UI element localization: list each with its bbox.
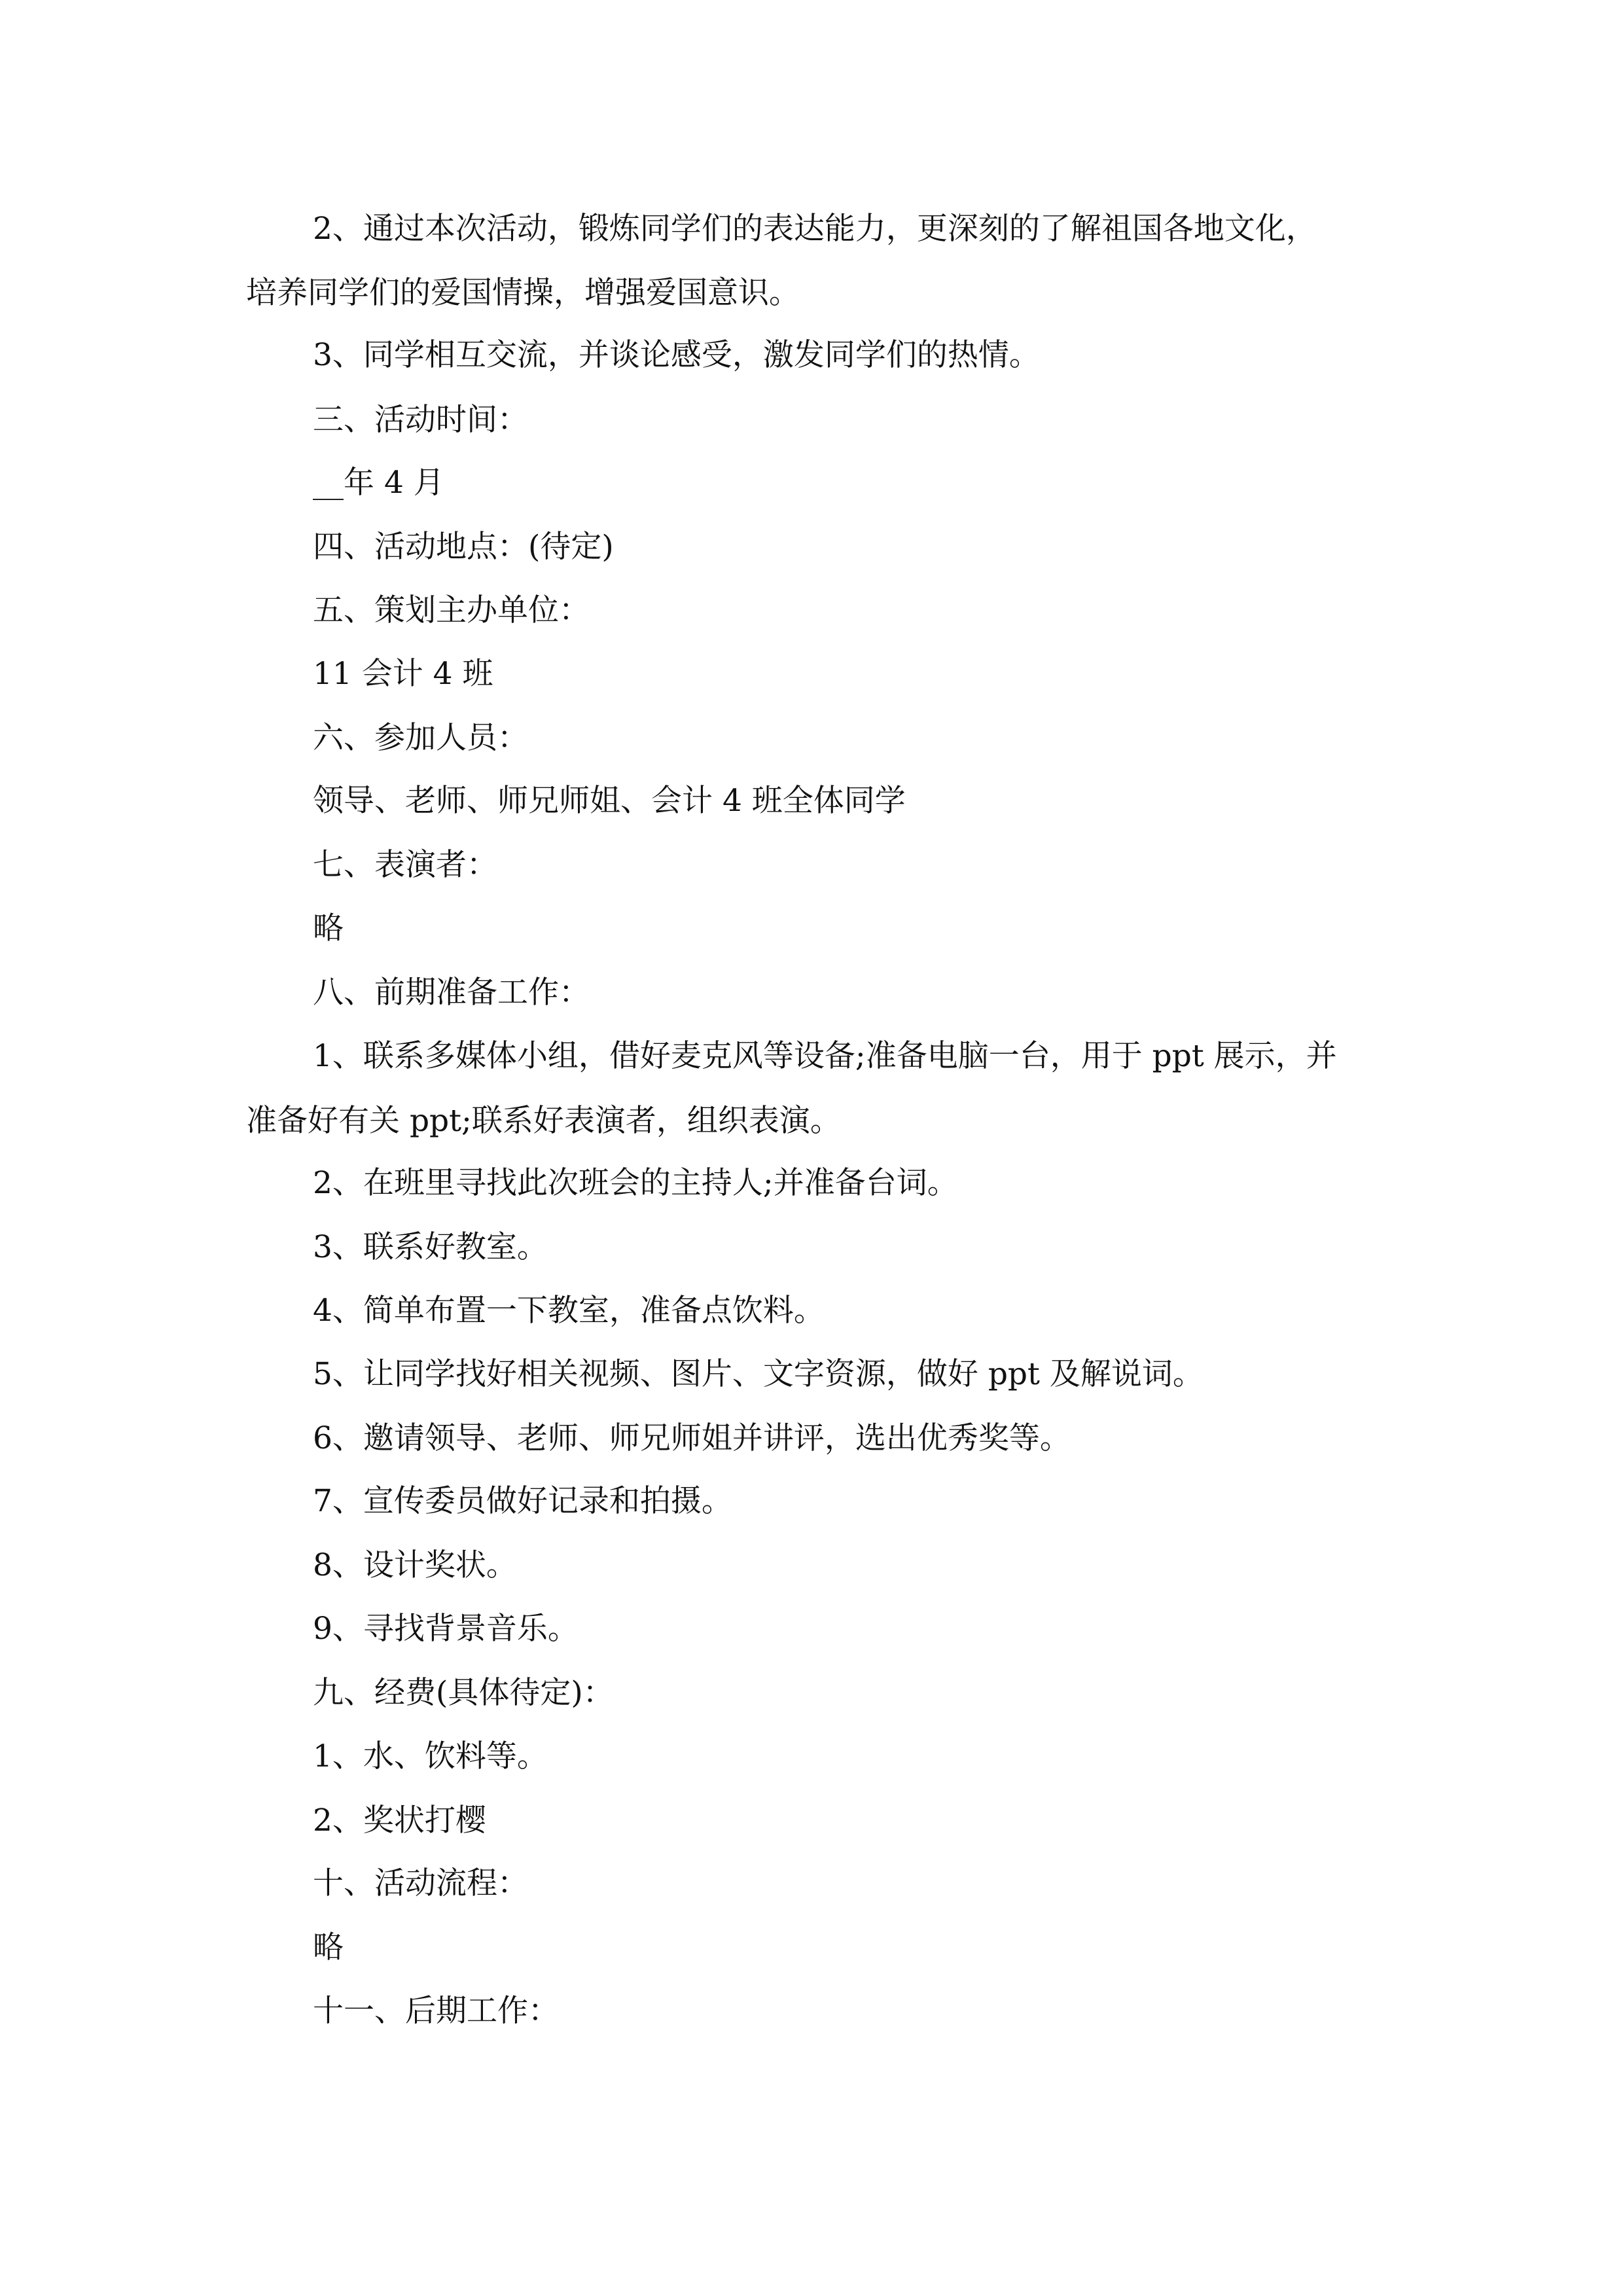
section-heading: 三、活动时间： (313, 402, 528, 438)
paragraph-line: 5、让同学找好相关视频、图片、文字资源，做好 ppt 及解说词。 (313, 1356, 1204, 1392)
paragraph-line: 2、通过本次活动，锻炼同学们的表达能力，更深刻的了解祖国各地文化， (313, 211, 1317, 247)
paragraph-line: 略 (313, 1929, 344, 1965)
section-heading: 五、策划主办单位： (313, 592, 590, 628)
section-heading: 十一、后期工作： (313, 1993, 559, 2029)
paragraph-line: 6、邀请领导、老师、师兄师姐并讲评，选出优秀奖等。 (313, 1420, 1071, 1456)
paragraph-line: 1、联系多媒体小组，借好麦克风等设备;准备电脑一台，用于 ppt 展示，并 (313, 1038, 1337, 1074)
paragraph-line: 7、宣传委员做好记录和拍摄。 (313, 1483, 732, 1519)
section-heading: 七、表演者： (313, 847, 497, 883)
paragraph-line: 略 (313, 910, 344, 946)
section-heading: 六、参加人员： (313, 720, 528, 756)
paragraph-line: 2、在班里寻找此次班会的主持人;并准备台词。 (313, 1165, 958, 1201)
paragraph-line: 领导、老师、师兄师姐、会计 4 班全体同学 (313, 783, 906, 819)
paragraph-line: 4、简单布置一下教室，准备点饮料。 (313, 1293, 825, 1329)
paragraph-line: 培养同学们的爱国情操，增强爱国意识。 (246, 275, 800, 311)
paragraph-line: 2、奖状打樱 (313, 1803, 486, 1839)
paragraph-line: 3、联系好教室。 (313, 1229, 548, 1265)
section-heading: 八、前期准备工作： (313, 975, 590, 1011)
paragraph-line: 11 会计 4 班 (313, 656, 493, 692)
paragraph-line: 准备好有关 ppt;联系好表演者，组织表演。 (246, 1103, 841, 1139)
section-heading: 四、活动地点：(待定) (313, 529, 614, 565)
paragraph-line: 8、设计奖状。 (313, 1547, 517, 1583)
paragraph-line: 1、水、饮料等。 (313, 1738, 548, 1774)
section-heading: 十、活动流程： (313, 1865, 528, 1901)
paragraph-line: 9、寻找背景音乐。 (313, 1611, 579, 1647)
paragraph-line: 3、同学相互交流，并谈论感受，激发同学们的热情。 (313, 337, 1040, 373)
paragraph-line: __年 4 月 (313, 465, 444, 501)
section-heading: 九、经费(具体待定)： (313, 1675, 614, 1711)
